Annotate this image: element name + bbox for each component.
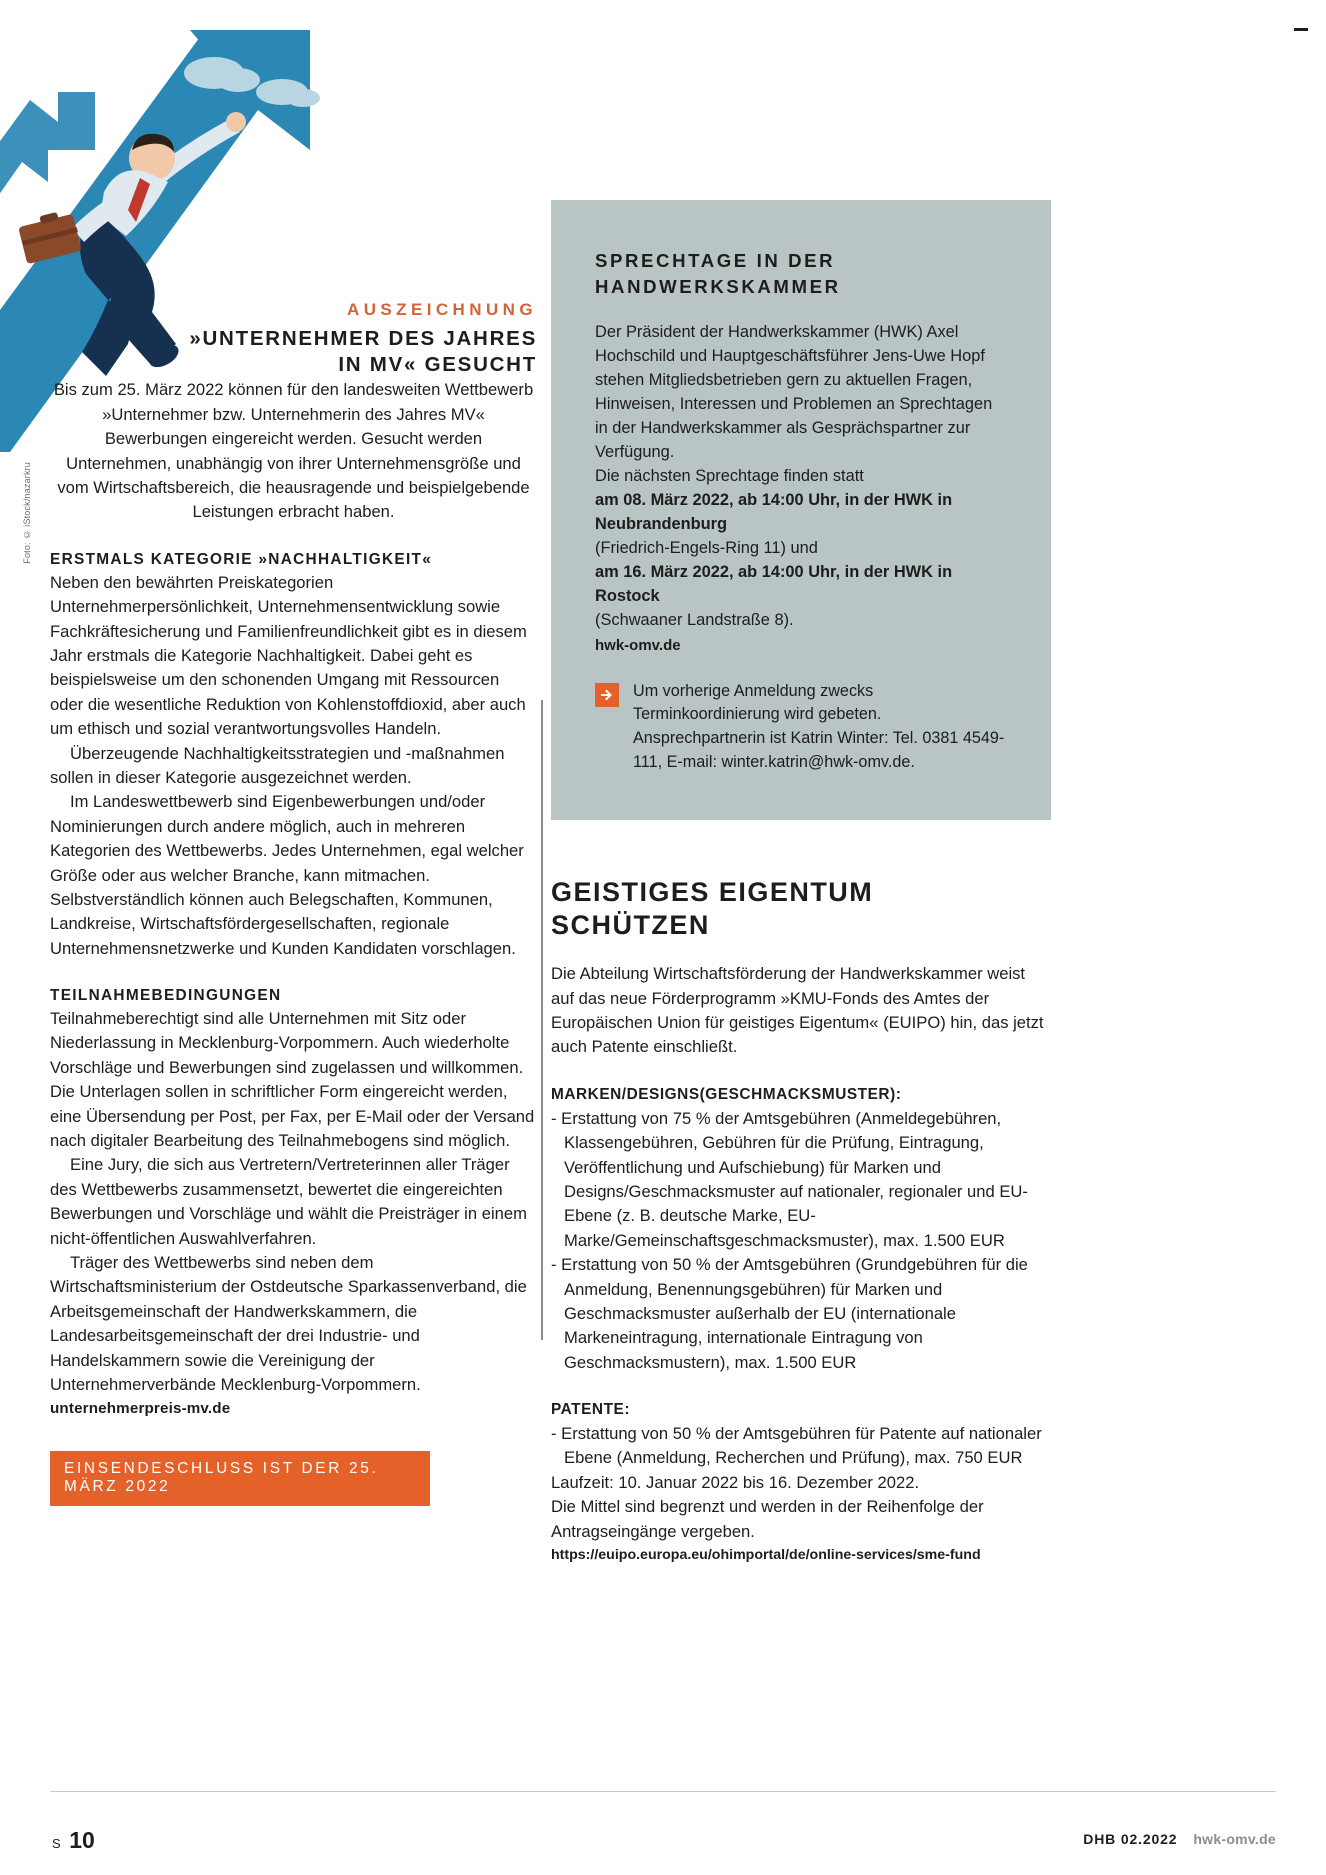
graybox-intro: Der Präsident der Handwerkskammer (HWK) Axel Hochschild und Hauptgeschäftsführer Jens-Uwe Hopf stehen Mitgliedsbetrieben gern zu aktuellen Fragen, Hinweisen, Interessen und Problemen an Sprechtagen in der Handwerkskammer als Gesprächspartner zur Verfügung. <box>595 323 993 462</box>
section-heading-patente: PATENTE: <box>551 1401 630 1419</box>
sprechtag-address-1: (Friedrich-Engels-Ring 11) und <box>595 538 818 557</box>
crop-mark <box>1294 28 1308 31</box>
anmeldung-note-text: Um vorherige Anmeldung zwecks Terminkoordinierung wird gebeten. Ansprechpartnerin ist Katrin Winter: Tel. 0381 4549-111, E-mail: winter.katrin@hwk-omv.de. <box>633 681 1005 771</box>
section-heading-marken-designs: MARKEN/DESIGNS(GESCHMACKSMUSTER): <box>551 1085 902 1103</box>
footer-rule <box>50 1791 1276 1792</box>
section-heading-nachhaltigkeit: ERSTMALS KATEGORIE »NACHHALTIGKEIT« <box>50 550 433 568</box>
paragraph: Überzeugende Nachhaltigkeitsstrategien und -maßnahmen sollen in dieser Kategorie ausgezeichnet werden. <box>50 743 505 787</box>
mittel-line: Die Mittel sind begrenzt und werden in der Reihenfolge der Antragseingänge vergeben. <box>551 1497 984 1541</box>
graybox-next-line: Die nächsten Sprechtage finden statt <box>595 467 864 486</box>
list-item: - Erstattung von 50 % der Amtsgebühren (Grundgebühren für die Anmeldung, Benennungsgebühren) für Marken und Geschmacksmuster außerhalb der EU (internationale Markeneintragung, internationale Eintragung von Geschmacksmustern), max. 1.500 EUR <box>551 1255 1028 1372</box>
paragraph: Die Abteilung Wirtschaftsförderung der Handwerkskammer weist auf das neue Förderprogramm »KMU-Fonds des Amtes der Europäischen Union für geistiges Eigentum« (EUIPO) hin, das jetzt auch Patente einschließt. <box>551 964 1044 1057</box>
page-title <box>50 326 537 378</box>
deadline-banner: EINSENDESCHLUSS IST DER 25. MÄRZ 2022 <box>50 1451 430 1506</box>
section-heading-teilnahmebedingungen: TEILNAHMEBEDINGUNGEN <box>50 987 282 1005</box>
page-prefix: S <box>52 1836 63 1851</box>
page-footer <box>0 1779 1326 1875</box>
list-item: - Erstattung von 50 % der Amtsgebühren für Patente auf nationaler Ebene (Anmeldung, Recherchen und Prüfung), max. 750 EUR <box>551 1424 1042 1468</box>
sprechtag-date-1: am 08. März 2022, ab 14:00 Uhr, in der HWK in Neubrandenburg <box>595 490 953 533</box>
paragraph: Eine Jury, die sich aus Vertretern/Vertreterinnen aller Träger des Wettbewerbs zusammensetzt, bewertet die eingereichten Bewerbungen und Vorschläge und wählt die Preisträger in einem nicht-öffentlichen Auswahlverfahren. <box>50 1155 527 1248</box>
article-kicker: AUSZEICHNUNG <box>347 300 537 319</box>
paragraph: Im Landeswettbewerb sind Eigenbewerbungen und/oder Nominierungen durch andere möglich, auch in mehreren Kategorien des Wettbewerbs. Jedes Unternehmen, egal welcher Größe oder aus welcher Branche, kann mitmachen. Selbstverständlich können auch Belegschaften, Kommunen, Landkreise, Wirtschaftsfördergesellschaften, regionale Unternehmensnetzwerke und Kunden Kandidaten vorschlagen. <box>50 792 524 958</box>
euipo-url[interactable]: https://euipo.europa.eu/ohimportal/de/online-services/sme-fund <box>551 1547 981 1564</box>
headline-line-2: IN MV« GESUCHT <box>338 353 537 377</box>
anmeldung-note <box>595 680 1005 775</box>
issue-label: DHB 02.2022 <box>1083 1831 1178 1847</box>
column-divider <box>541 700 543 1340</box>
page-number: 10 <box>69 1827 95 1853</box>
footer-meta <box>1083 1831 1276 1847</box>
list-item: - Erstattung von 75 % der Amtsgebühren (Anmeldegebühren, Klassengebühren, Gebühren für die Prüfung, Eintragung, Veröffentlichung und Aufschiebung) für Marken und Designs/Geschmacksmuster auf nationaler, regionaler und EU-Ebene (z. B. deutsche Marke, EU-Marke/Gemeinschaftsgeschmacksmuster), max. 1.500 EUR <box>551 1108 1028 1250</box>
site-label: hwk-omv.de <box>1193 1831 1276 1847</box>
paragraph: Teilnahmeberechtigt sind alle Unternehmen mit Sitz oder Niederlassung in Mecklenburg-Vorpommern. Auch wiederholte Vorschläge und Bewerbungen sind zugelassen und willkommen. Die Unterlagen sollen in schriftlicher Form eingereicht werden, eine Übersendung per Post, per Fax, per E-Mail oder der Versand nach digitaler Bearbeitung des Teilnahmebogens sind möglich. <box>50 1009 535 1151</box>
geistiges-eigentum-line-2: SCHÜTZEN <box>551 910 710 941</box>
photo-credit: Foto: © iStock/nazarkru <box>22 462 32 564</box>
sprechtag-date-2: am 16. März 2022, ab 14:00 Uhr, in der HWK in Rostock <box>595 562 953 605</box>
arrow-right-circle-icon <box>595 683 619 707</box>
right-article-column <box>551 200 1051 1563</box>
sprechtag-address-2: (Schwaaner Landstraße 8). <box>595 610 794 629</box>
left-article-column <box>50 300 537 1506</box>
unternehmerpreis-link[interactable]: unternehmerpreis-mv.de <box>50 1400 231 1418</box>
sprechtage-info-box <box>551 200 1051 820</box>
paragraph: Neben den bewährten Preiskategorien Unternehmerpersönlichkeit, Unternehmensentwicklung sowie Fachkräftesicherung und Familienfreundlichkeit gibt es in diesem Jahr erstmals die Kategorie Nachhaltigkeit. Dabei geht es beispielsweise um den schonenden Umgang mit Ressourcen oder die wesentliche Reduktion von Kohlenstoffdioxid, aber auch um ethisch und sozial verantwortungsvolles Handeln. <box>50 572 527 739</box>
geistiges-eigentum-line-1: GEISTIGES EIGENTUM <box>551 877 874 908</box>
geistiges-eigentum-title <box>551 876 1051 942</box>
laufzeit-line: Laufzeit: 10. Januar 2022 bis 16. Dezember 2022. <box>551 1472 920 1492</box>
hwk-link[interactable]: hwk-omv.de <box>595 636 681 654</box>
lead-paragraph: Bis zum 25. März 2022 können für den landesweiten Wettbewerb »Unternehmer bzw. Unternehmerin des Jahres MV« Bewerbungen eingereicht werden. Gesucht werden Unternehmen, unabhängig von ihrer Unternehmensgröße und vom Wirtschaftsbereich, die heausragende und beispielgebende Leistungen erbracht haben. <box>53 380 534 522</box>
page-number-block <box>52 1827 95 1854</box>
graybox-title-line-2: HANDWERKSKAMMER <box>595 275 841 297</box>
graybox-title-line-1: SPRECHTAGE IN DER <box>595 250 836 271</box>
marken-designs-list <box>551 1107 1051 1375</box>
graybox-title <box>595 248 1005 299</box>
headline-line-1: »UNTERNEHMER DES JAHRES <box>189 327 537 350</box>
paragraph: Träger des Wettbewerbs sind neben dem Wirtschaftsministerium der Ostdeutsche Sparkassenverband, die Arbeitsgemeinschaft der Handwerkskammern, die Landesarbeitsgemeinschaft der drei Industrie- und Handelskammern sowie die Vereinigung der Unternehmerverbände Mecklenburg-Vorpommern. <box>50 1252 527 1394</box>
patente-list <box>551 1422 1051 1471</box>
